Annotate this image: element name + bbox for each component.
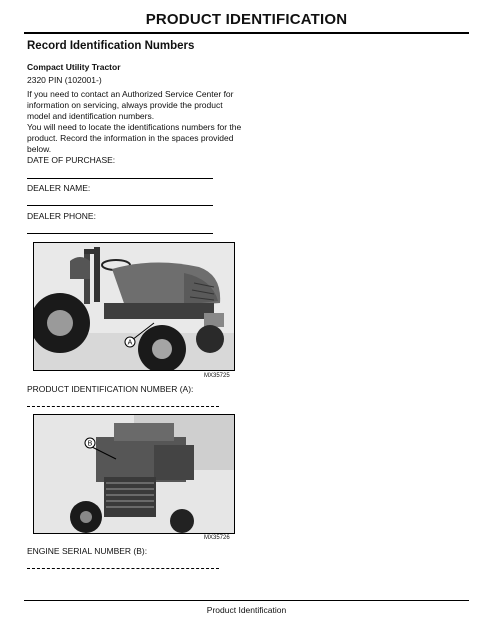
tractor-photo <box>33 242 235 371</box>
dealer-phone-line[interactable] <box>27 233 213 234</box>
section-heading: Record Identification Numbers <box>27 40 195 52</box>
figure-ref-a: MX35725 <box>204 373 230 379</box>
callout-b: B <box>87 440 93 448</box>
dealer-name-line[interactable] <box>27 205 213 206</box>
callout-a: A <box>127 339 133 347</box>
page-title: PRODUCT IDENTIFICATION <box>145 11 348 28</box>
product-pin: 2320 PIN (102001-) <box>27 75 102 85</box>
paragraph-locate: You will need to locate the identifications numbers for the product. Record the information in the spaces provided below. <box>27 122 242 154</box>
title-rule <box>24 32 469 34</box>
pin-entry-line[interactable] <box>27 406 219 407</box>
footer-rule <box>24 600 469 601</box>
date-of-purchase-line[interactable] <box>27 178 213 179</box>
dealer-phone-label: DEALER PHONE: <box>27 211 96 221</box>
date-of-purchase-label: DATE OF PURCHASE: <box>27 155 116 165</box>
paragraph-contact: If you need to contact an Authorized Service Center for information on servicing, always provide the product model and identification numbers. <box>27 89 234 121</box>
footer-text: Product Identification <box>206 605 287 615</box>
engine-serial-label: ENGINE SERIAL NUMBER (B): <box>27 546 148 556</box>
figure-ref-b: MX35726 <box>204 535 230 541</box>
pin-label: PRODUCT IDENTIFICATION NUMBER (A): <box>27 384 194 394</box>
dealer-name-label: DEALER NAME: <box>27 183 91 193</box>
engine-serial-entry-line[interactable] <box>27 568 219 569</box>
engine-photo <box>33 414 235 534</box>
product-name: Compact Utility Tractor <box>27 62 121 72</box>
